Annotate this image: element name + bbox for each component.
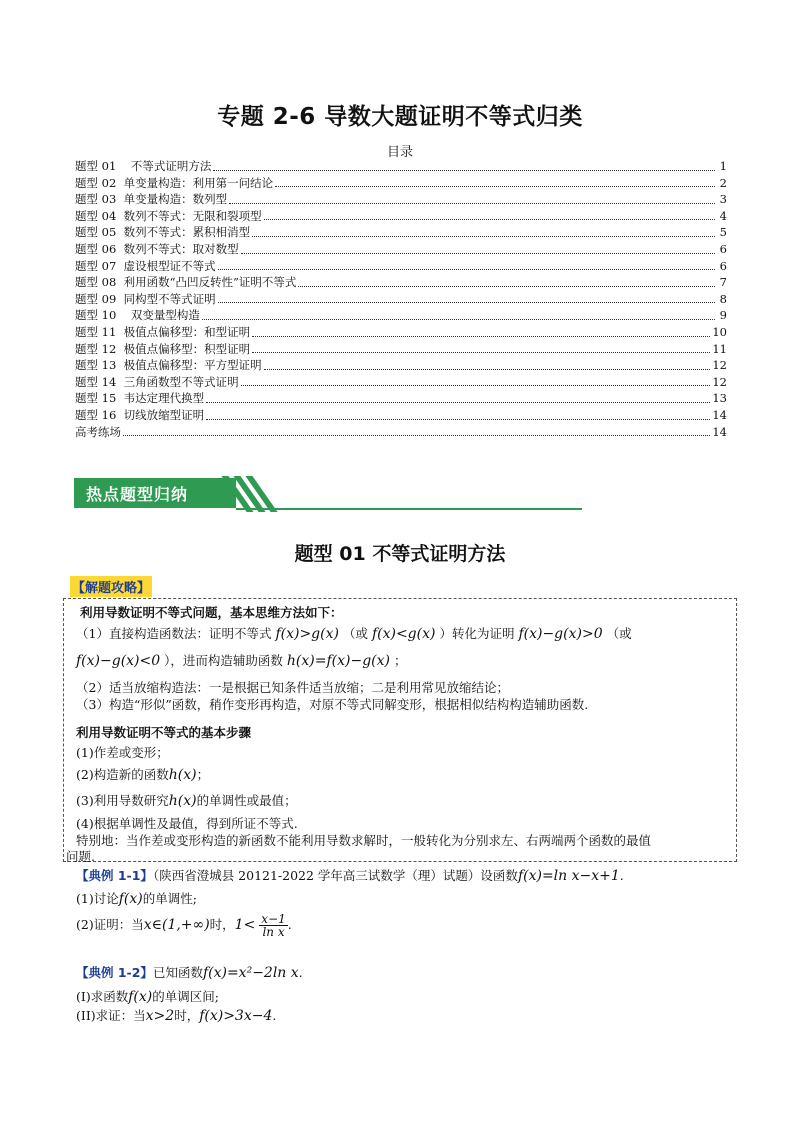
- step-1: (1)作差或变形；: [76, 745, 169, 760]
- method-1-text: ），进而构造辅助函数: [164, 653, 283, 668]
- toc-entry-label: 题型 11 极值点偏移型：和型证明: [75, 324, 251, 339]
- toc-leader-dots: [206, 419, 710, 420]
- toc-entry-label: 题型 14 三角函数型不等式证明: [75, 374, 239, 389]
- toc-entry[interactable]: [75, 341, 727, 358]
- step-text: ；: [196, 767, 210, 782]
- formula: 1<: [234, 917, 256, 933]
- tips-intro: 利用导数证明不等式问题，基本思维方法如下：: [80, 605, 343, 620]
- example-1-2: [76, 963, 303, 981]
- toc-entry-page: 5: [719, 225, 727, 240]
- step-3: [76, 791, 297, 809]
- toc-entry-page: 12: [712, 358, 727, 373]
- toc-entry[interactable]: [75, 407, 727, 424]
- toc-leader-dots: [206, 402, 710, 403]
- toc-entry-page: 12: [712, 374, 727, 389]
- question-text: .: [272, 1008, 277, 1023]
- example-text: .: [298, 965, 303, 980]
- formula: f(x): [128, 989, 153, 1005]
- formula: f(x)−g(x)>0: [518, 626, 603, 642]
- example-text: （陕西省澄城县 20121-2022 学年高三试数学（理）试题）设函数: [152, 868, 518, 883]
- toc-leader-dots: [218, 269, 715, 270]
- method-1-cont: [76, 651, 406, 669]
- toc-entry[interactable]: [75, 291, 727, 308]
- toc-entry-page: 3: [719, 192, 727, 207]
- fraction-numerator: x−1: [261, 912, 286, 926]
- toc-entry-page: 7: [719, 275, 727, 290]
- toc-entry-label: 题型 03 单变量构造：数列型: [75, 192, 228, 207]
- toc-entry-page: 14: [712, 424, 727, 439]
- toc-entry[interactable]: [75, 258, 727, 275]
- toc-entry-label: 题型 06 数列不等式：取对数型: [75, 241, 239, 256]
- formula: f(x)−g(x)<0: [76, 653, 161, 669]
- toc-leader-dots: [252, 236, 715, 237]
- step-text: (2)构造新的函数: [76, 767, 169, 782]
- question-text: (II)求证：当: [76, 1008, 146, 1023]
- formula: f(x)>g(x): [275, 626, 339, 642]
- step-4: (4)根据单调性及最值，得到所证不等式.: [76, 816, 298, 831]
- fraction: [259, 913, 287, 938]
- question-text: .: [287, 917, 292, 932]
- example-text: 已知函数: [152, 965, 203, 980]
- example-text: .: [619, 868, 624, 883]
- method-1-text: ）转化为证明: [439, 626, 515, 641]
- toc-entry-label: 题型 16 切线放缩型证明: [75, 407, 205, 422]
- formula: f(x): [118, 891, 143, 907]
- toc-entry-label: 题型 08 利用函数“凸凹反转性”证明不等式: [75, 275, 297, 290]
- toc-entry-page: 2: [719, 175, 727, 190]
- toc-entry-label: 题型 01 不等式证明方法: [75, 159, 212, 173]
- toc-entry[interactable]: [75, 208, 727, 225]
- toc-leader-dots: [123, 435, 710, 436]
- toc-entry-label: 题型 05 数列不等式：累积相消型: [75, 225, 251, 240]
- step-text: 的单调性或最值；: [196, 793, 297, 808]
- toc-entry-page: 8: [719, 291, 727, 306]
- toc-entry-label: 高考练场: [75, 424, 121, 439]
- method-1-text: ；: [393, 653, 407, 668]
- toc-leader-dots: [202, 319, 715, 320]
- toc-entry-page: 1: [719, 159, 727, 173]
- toc-entry-label: 题型 10 双变量型构造: [75, 308, 200, 323]
- formula: h(x)=f(x)−g(x): [286, 653, 390, 669]
- toc-entry-label: 题型 12 极值点偏移型：积型证明: [75, 341, 251, 356]
- example-1-1: [76, 866, 624, 884]
- toc-entry[interactable]: [75, 307, 727, 324]
- toc-leader-dots: [241, 253, 715, 254]
- formula: f(x)>3x−4: [199, 1008, 273, 1024]
- toc-leader-dots: [298, 286, 715, 287]
- toc-entry[interactable]: [75, 424, 727, 441]
- formula: h(x): [168, 767, 197, 783]
- toc-entry-page: 9: [719, 308, 727, 323]
- toc-entry-page: 6: [719, 241, 727, 256]
- method-3-line: （3）构造“形似”函数，稍作变形再构造，对原不等式同解变形，根据相似结构构造辅助函数.: [76, 697, 589, 712]
- toc-entry-page: 13: [712, 391, 727, 406]
- section-banner: [74, 476, 582, 512]
- toc-entry-label: 题型 09 同构型不等式证明: [75, 291, 216, 306]
- banner-underline: [236, 508, 582, 510]
- question-text: 的单调性;: [142, 891, 197, 906]
- toc-entry-page: 10: [712, 324, 727, 339]
- toc-leader-dots: [275, 186, 715, 187]
- toc-entry[interactable]: [75, 357, 727, 374]
- formula: f(x)=x²−2ln x: [202, 965, 299, 981]
- note-line-2: 问题.: [66, 849, 95, 864]
- toc-entry-label: 题型 15 韦达定理代换型: [75, 391, 205, 406]
- method-1-line: [76, 624, 632, 642]
- fraction-denominator: ln x: [262, 925, 285, 939]
- example-1-2-q2: [76, 1006, 276, 1024]
- method-2-line: （2）适当放缩构造法：一是根据已知条件适当放缩；二是利用常见放缩结论；: [76, 680, 509, 695]
- banner-label: 热点题型归纳: [86, 485, 189, 504]
- note-line-1: 特别地：当作差或变形构造的新函数不能利用导数求解时，一般转化为分别求左、右两端两个函数的最值: [76, 833, 652, 848]
- toc-leader-dots: [218, 302, 715, 303]
- question-text: (I)求函数: [76, 989, 129, 1004]
- toc-entry[interactable]: [75, 374, 727, 391]
- toc-leader-dots: [252, 352, 710, 353]
- toc-entry-page: 14: [712, 407, 727, 422]
- example-1-2-q1: [76, 987, 219, 1005]
- toc-entry-label: 题型 07 虚设根型证不等式: [75, 258, 216, 273]
- toc-entry-label: 题型 02 单变量构造：利用第一问结论: [75, 175, 274, 190]
- question-text: 时，: [209, 917, 235, 932]
- tip-label: 【解题攻略】: [70, 576, 152, 597]
- toc-entry-label: 题型 04 数列不等式：无限和裂项型: [75, 208, 262, 223]
- toc-entry-page: 4: [719, 208, 727, 223]
- question-text: 的单调区间;: [152, 989, 219, 1004]
- formula: f(x)<g(x): [371, 626, 436, 642]
- step-2: [76, 765, 209, 783]
- toc-entry[interactable]: [75, 175, 727, 192]
- steps-title: 利用导数证明不等式的基本步骤: [76, 725, 252, 740]
- toc-leader-dots: [213, 170, 715, 171]
- toc-entry[interactable]: [75, 274, 727, 291]
- toc-entry-page: 11: [712, 341, 727, 356]
- toc-entry-page: 6: [719, 258, 727, 273]
- method-1-text: （或: [606, 626, 632, 641]
- toc-leader-dots: [264, 369, 711, 370]
- toc-entry-label: 题型 13 极值点偏移型：平方型证明: [75, 358, 262, 373]
- formula: x∈(1,+∞): [143, 917, 210, 933]
- toc-entry[interactable]: [75, 390, 727, 407]
- toc-leader-dots: [264, 219, 715, 220]
- method-1-text: （1）直接构造函数法：证明不等式: [76, 626, 272, 641]
- example-tag: 【典例 1-1】: [76, 868, 153, 883]
- example-1-1-q2: [76, 913, 292, 938]
- question-text: (1)讨论: [76, 891, 119, 906]
- example-1-1-q1: [76, 889, 197, 907]
- toc-leader-dots: [241, 385, 711, 386]
- formula: x>2: [145, 1008, 175, 1024]
- example-tag: 【典例 1-2】: [76, 965, 153, 980]
- toc-leader-dots: [229, 203, 715, 204]
- toc-entry[interactable]: [75, 224, 727, 241]
- toc-entry[interactable]: [75, 191, 727, 208]
- question-text: (2)证明：当: [76, 917, 144, 932]
- section-title: 题型 01 不等式证明方法: [294, 543, 506, 565]
- question-text: 时，: [174, 1008, 200, 1023]
- step-text: (3)利用导数研究: [76, 793, 169, 808]
- page-title: 专题 2-6 导数大题证明不等式归类: [217, 104, 583, 130]
- toc-leader-dots: [252, 336, 710, 337]
- formula: f(x)=ln x−x+1: [517, 868, 620, 884]
- toc-heading: 目录: [386, 145, 413, 160]
- toc-entry[interactable]: [75, 324, 727, 341]
- formula: h(x): [168, 793, 197, 809]
- table-of-contents: [75, 158, 727, 440]
- method-1-text: （或: [342, 626, 368, 641]
- toc-entry[interactable]: [75, 158, 727, 175]
- toc-entry[interactable]: [75, 241, 727, 258]
